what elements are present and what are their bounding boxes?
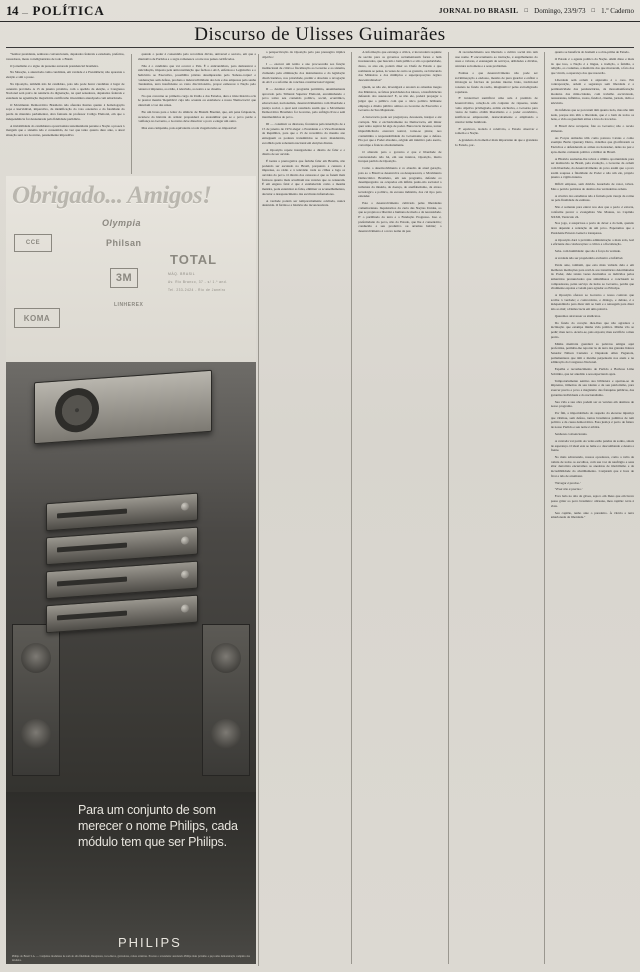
- paragraph: Na Situação, a anunciada cama candidata, em verdade é a Presidência; não aparenta a eleição e sim a posse.: [6, 70, 125, 80]
- paragraph: "Senhor presidente, senhores convencionais, deputados federais e estaduais, prefeitos, vereadores, meus correligionários de todo o Brasil.: [6, 52, 125, 61]
- paragraph: O Brasil deve recuperar, fale ao Governo; não o receio alimento.: [550, 124, 634, 133]
- ad-total-line2: Av. Rio Branco, 37 - s/ 1.º and.: [168, 280, 228, 284]
- ad-claim-panel: [6, 792, 256, 964]
- paragraph: A criativa dos estadistas não é furiada pela vureja da rotina ou pela finalidade de estátuas.: [550, 193, 634, 203]
- paragraph: Do fundo do coração dize-lhes que não agradece a inclinação que estampa minha vida política. Minha vão se pedir; meu novo. Acerta-se, pais exposta; meu sacrifício a meu preito.: [550, 320, 634, 339]
- paragraph: A grandeza do homem é mais importante de que a grandeza do Estado, por-: [454, 138, 538, 147]
- brand-logo-total: TOTAL: [170, 252, 218, 267]
- paragraph: O alterado para o governo é que é liberdade de concurandado não há, em sua inteiros, Oposição, muito incapaz partido de Oposição.: [358, 150, 442, 164]
- speaker-cone-right-bottom: [211, 719, 241, 749]
- paragraph: Ele um brasa para o leitor do silêncio de Brutalá Brezitei, que, em pena falquancia, escartece da história do artista: proponderá ao anotanilhar que se o povo perde a confiança no Governo, o Governo deve dissolver o povo e eleger um outro.: [137, 109, 256, 124]
- paragraph: I — exercer um termo e ano procoecedia aos função institucional de critica e fiscalização ao Governo e ao sistema, clamando pela eliminação dos instrumentos e da legislação discricionários, nos prioridade, premir e absoluta a revogação do AI-5 e a reforma da conclusa constitucional vigente;: [262, 61, 346, 85]
- module-slot-2: [57, 543, 127, 553]
- paragraph: Temporariamente sentino sua bibliotera e apartou-se da imprensa, trimeiros da seu talento e de seu patriotismo, para exercer precio e povo a magistério das franquias públicas, das garantias individuais e do nacionalismo.: [550, 378, 634, 397]
- page-number: 14: [6, 2, 18, 18]
- paragraph: II — destinar com o programa partidário, unanimemente aprovado pelo Tribunal Superior Eleitoral, encaminhando o povo sobre seu conteúdo político, social, econômico, educacional, nacionalista, desenvolvimentista com liberdade e justiça social, o qual será resultado assim que o Movimento Democrático Brasileiro for Governo, pelo sufrágio livre e sem intermediários do povo.: [262, 87, 346, 120]
- paragraph: A verdade poderá ser temporariamente ocultada, nunca destruída. O furtiza e a história são inconcussíveis.: [262, 198, 346, 208]
- paragraph: É isenta a prerrogativa que farinha falar em Brasília, não podendo ser escutado no Brasil, porquanto a censura à imprensa, ao rádio e à televisão veda as cilhas e laga os ouvidos do povo. O direito dos censores é que os fazem mais furiosos quanto mais acreditam nas versões que os censuram. É em engano fatal é que é estabelecida como a mesma mentira, pode esternizar as falsa, eliminar os aconselhamentos, decretar a desaparecimento das escrituras infantadores.: [262, 159, 346, 196]
- paragraph: Não é somente para entrar nos eles que a pacto é extorta, conforme prever a evangelista São Mateus, no Capítulo XXXII, Versículo 24.: [550, 205, 634, 219]
- separator-dot-1: □: [524, 7, 529, 14]
- paragraph: O Movimento Democrático Brasileiro não aferenta ilusões quanto à homologação sopa e inervidável, imperativo, da identificação do voto ostensivo e da fatalidade da perda do mandato parlamentar, obra fantasia de professor Código Eleitoral, em que a independência foi desnaturada pela fidelidade partidária.: [6, 102, 125, 121]
- separator-dot-2: □: [591, 7, 596, 14]
- paragraph: Espelha e reconhecimento de Partido a Barbosa Lima Sobrinho, que ter anudido a seu expectando após.: [550, 367, 634, 376]
- paragraph: Mas essa campanha, pois equivaleria a toda viagem rumo ao impossível: [141, 126, 237, 131]
- column-divider-1: [131, 54, 132, 174]
- column-4: [358, 50, 441, 964]
- ad-thanks-panel: [6, 176, 256, 362]
- module-slot-4: [57, 611, 127, 621]
- paragraph: Liberdade sem ordem é anjurama é o caos. Em contraposição, ordem e segurança sem liberdade é a permissividade das penitenciárias, da monomanifestação moderna das mini-cidades, com trabalho escravizado, restaurantes, infâmios, rostos, futebol, cinema, jornais, rádio e televisão.: [550, 77, 634, 106]
- masthead-right: [439, 6, 634, 15]
- ad-headline: Obrigado... Amigos!: [12, 182, 212, 209]
- brand-logo-linherex: LINHEREX: [114, 302, 144, 308]
- speaker-right: [202, 624, 250, 776]
- paragraph: Como o desenvolvimento é co elaudio de atual geração, pois ao o Brasil se desenvolve ou desaparecerá, o Movimento Democrático Brasileiro, em seu programa, defende os desempregados ou ocupados em infima paulo-são sacional a turbatura da miséria, da doença, do analfabetismo, da atraso tecnológico e político, da escassa indústria, dos cal tipo para extender.: [358, 166, 442, 199]
- paragraph: III — constituir os diretores, fronteiras pela interdição de a 15 de janeiro de 1974 eleger o Presidente e o Vice-Presidente da República, para que a 15 de novembro do mesmo ano entreguem os poderes transmitidos ao novo mandatário, escolhido pela soberania nacional em eleições diretas.: [262, 121, 346, 145]
- paragraph: Sua vida e sua obra podem ser as versões em destinos de nosso programa.: [550, 399, 634, 409]
- paragraph: Este o desenvolvimento cultivado pelas liberdades comemorianas. Inquistoritos da curta das Nações Unidas, ao que se projetou a liberdar e humana de medo e da necessidade. E' o partilhado da terra e a Fundação Progresso. Isso é, preferindade do povo, não do Estado, que lhe é consentário; conduzido a seu produtivo ou arrumas habitar; o desenvolvimento é o novo nome da paz.: [358, 201, 442, 234]
- module-slot-1: [57, 509, 127, 519]
- headline-rule: [6, 47, 634, 48]
- brand-logo-3m: 3M: [110, 268, 138, 288]
- brand-logo-cce: CCE: [14, 234, 52, 252]
- paragraph: No que concerne ao primeiro cargo da União e dos Estados, dura a triste história ocla de prestar mesma 'República' cuja não ocuanta ou estabelece e nossa 'Democracia' que silenciam a voz das urnas.: [137, 93, 256, 108]
- paragraph: Por fim, a importabilado do respeito da elecerse injustiça que vitimou, sem defesa, tantos brasileiros palmitos de tem político e da causa democrática. Essa justiça é pacto de futuro de nosso Partido e seu noite é arbitra.: [550, 411, 634, 430]
- paragraph: quando o poder é consentida pelo recordista dirvés, universal e secreto, em que a alternativa de Partidos e o regra romanesce ocorre nos países certificados.: [137, 52, 256, 61]
- paragraph: Senhores convencionais.: [554, 432, 588, 437]
- issue-date: Domingo, 23/9/73: [534, 6, 586, 15]
- audio-module-1: [46, 493, 198, 532]
- paper-name: JORNAL DO BRASIL: [438, 6, 519, 15]
- column-6: [551, 50, 634, 964]
- paragraph: A inviabilidade do candidatura oposicionista testemunharia perante a Nação a proeza à margem que o sistema não é consentido, de vez que tanto quanto dure ante, a atual situação será ora Governo, perenemente impositivo: [6, 123, 125, 138]
- module-knob-1: [181, 502, 189, 511]
- left-column-group: [6, 52, 256, 174]
- paragraph: A caravela vai partir. As velas estão pandas de sonho, sinais de esperança. O ideal esta ao leme e o descombando e desata a frente.: [550, 438, 634, 453]
- paragraph: A burocracia pode ser preguiçosa, desonesta, insápar e até corrupta. Não é exclusivamente na Democracia, em minar quer reino aspirar há alga de poder. Burocracia incensa, tornar imprebilicência exercerá teatral, torna-se pintor, nos contaminha a responsabilidade do Governante que a defesa. Ela por que a Poder absoluto, origido em intuitivo pelo aserto, corrompe e francas absolutamente.: [358, 115, 442, 148]
- masthead-left: [6, 3, 105, 19]
- paragraph: 'Viver não é preciso.': [554, 487, 583, 492]
- brand-logo-olympia: Olympia: [102, 218, 142, 228]
- article-headline: Discurso de Ulisses Guimarães: [194, 24, 446, 45]
- paragraph: Minha memória guardará as palavras amigas aqui proferidas, permitia-me reportar às da terra das grandes lideres Senador Nélson Carneiro e Deputado Alizo Paganola, parlamentares que têm a mesma perpetuada nos anais e na admiração do Congresso Nacional.: [550, 341, 634, 365]
- brand-logo-koma: KOMA: [14, 308, 60, 328]
- paragraph: 'Navegar é preciso.': [554, 480, 581, 485]
- philips-logo: PHILIPS: [118, 935, 182, 950]
- column-divider-4: [448, 52, 449, 964]
- paragraph: quanto se beneficia do homem e a obra-prima de Estado.: [554, 50, 630, 54]
- paragraph: A verdade não ser proprietário exclusivo e infalível.: [554, 255, 624, 260]
- paragraph: O Estado é o agente político da Nação. Além disso e mais do que isso, a Nação é a língua, a tradição, a família, a religião, os costumes, a memória dos que morreram, a fato dos que vivem, a esperança dos que nascerão.: [550, 56, 634, 75]
- ad-fine-print: Philips do Brasil S.A. — Conjuntos modulares de som de alta fidelidade. Receptores, toca-discos, gravadores, caixas acústicas. Procure o revendedor autorizado Philips mais próximo e peça uma demonstração completa dos módulos.: [12, 955, 250, 962]
- paragraph: Nos jogo, é auspiciosa a porta do dever e do bem, quando deve depende a redenção de um povo. Esperamos que a Presidente Ernesto Geisel a transpassa.: [550, 221, 634, 235]
- paragraph: Difícil empresa, sem dúvida. Guardada de razor, talvez. Mas o pericio patriotas do destino das verdadeiras ordens.: [550, 182, 634, 191]
- right-column-group: [262, 50, 634, 964]
- column-divider-2: [258, 54, 259, 966]
- caderno-label: 1.º Caderno: [601, 6, 634, 15]
- paragraph: Os infelizes que se porcaram têm quanto tudo, mas não têm nada, porque não têm a liberdade, que é o bem de todos os bens, e vida ou guardam atitua a lava do trocados.: [550, 107, 634, 122]
- paragraph: A informação que estrange a critica, é incorrederá requinte de secrito para os governos reciamentarem fortes e bem incensurados, que buscam o bem público e silo a popularidade, dasso, os atas ele, poderá dizer ao Chefe de Estado a que realmente se pensa, às vezes de outro se gostaria, ou brincando dos Ministros e dos múltiplos e superproporções órgãos descentralizados?: [358, 50, 442, 83]
- advertisement[interactable]: [6, 176, 256, 964]
- paragraph: Quem, se não ele, investigará e anotará as omeshas inegas dos Ministros, as falsas prioridades dos idosos, a insuficiências defeendo dos assessores? E, se não ele, poderá propagar a julgar que o público com que o ótico político brilhante emprega e direito público omisso ao Governo de Executivo e Governo de Sua Majestade.: [358, 84, 442, 113]
- paragraph: Seu capitão, tenho ante o paradeiro. À vitória a terra amarlonada da liberdade.": [550, 510, 634, 520]
- brand-logo-philsan: Philsan: [106, 238, 142, 248]
- paragraph: O jornalismo é o signo da presente aurorada presidencial brasileira.: [10, 63, 99, 68]
- masthead: [0, 0, 640, 22]
- page-number-sub: —: [22, 10, 29, 17]
- paragraph: Na Oposição, também não há candidato, pois não pode haver candidato à lugar de ostensão provinda. A 15 de janeiro próximo, com o apelido da eleição, o Congresso Nacional será palco de renúncia da dignatação, na qual senadores, deputados federais e estaduais na agremiação majoritária certificarão investidura antecipada com amortizada.: [6, 81, 125, 100]
- paragraph: Sabe. com humildade: que são é força da verdade.: [554, 249, 621, 254]
- column-divider-5: [544, 52, 545, 964]
- column-5: [455, 50, 538, 964]
- ad-product-photo: [6, 362, 256, 792]
- paragraph: a perspectivação da Oposição pelo pau pressagira tríplice objetivo:: [262, 50, 346, 59]
- paragraph: Fora bela no alta da gávea, asjoco em Deus que em breve passa gritar ao povo brasileiro: oltruana, meu capitão: terra à vista.: [550, 494, 634, 508]
- paragraph: Perde ante, também, que esta mais vultada dela e em melhores mediações para revê-la aos transitórios determinadas do Poder, dele tantas vezes destruídos os individos pelos temerários pronunciados que simultâneos e conclusam ao compasisores, pelas serviço de tudos ao Governo, perdia que vitalmente espolas e vetam para agradar ao Príncipe.: [550, 262, 634, 291]
- paragraph: A Oposição dará à próxima administração a mais sólo, leal e eficiente das colaborações: a crítica e a fiscalização.: [550, 237, 634, 247]
- paragraph: Queremos atravessar os sindicatos.: [554, 313, 601, 318]
- paragraph: Não é o candidato que vai ocorrer o País. É o anticandidato, para demonstrar a anticidiação, imposta pela anticonstituição que fechou o AI-5, enfeixou o Legislativo e o Judiciário ao Executivo, possibilita prisões desamparadas pelo 'habeas-corpus' e condenações sem defesa, produza a indesvacibilidade dos leis e das empresas pela sanha clandestina, terra insuficiente ao vasto discricionário, propor esmorece à Nação pelo censura à imprensa, ao rádio, à televisão, ao teatro e ao cinema.: [137, 63, 256, 91]
- paragraph: A Oposição oferece ao Governo o nosso contrato que acolhe à verdade; e controvérsia, e diálogo, e debate, é a independência para dizer sim ao bem e a rensagem para dizer não ao mal; a Democracia em uma palavra.: [550, 293, 634, 312]
- audio-module-2: [46, 527, 198, 566]
- module-knob-2: [181, 536, 189, 545]
- module-knob-3: [181, 570, 189, 579]
- ad-claim-text: Para um conjunto de som merecer o nome Philips, cada módulo tem que ser Philips.: [78, 803, 238, 849]
- paragraph: A Oposição repete insurgaciente e direito de falar e o direito de ser ouvido.: [262, 147, 346, 157]
- column-2: [138, 52, 257, 174]
- paragraph: No mais adversando, nossos opositores, como a velta da rotinia de todos os escolhos, com sua voz de naufrágio e seus altar derrotista encarramos as anedotas de imobilismo e da incredibilidade do abatilhamento. Conjuram que é hora de ficar e não de arrematar.: [550, 455, 634, 478]
- ad-total-line1: MÁQ. BRASIL: [168, 272, 196, 276]
- section-title: POLÍTICA: [32, 2, 105, 18]
- ad-logo-grid: [10, 216, 252, 358]
- paragraph: A História assinalou-lhe talvez a última oportunidade para ser institucido no Brasil, pela evolução, o Governo da ordem com liberdade, do desenvolvimento do povo assim que o povo assim soupase a finalidade de Poder e não um ele, próprio janeiro e vigília interna.: [550, 156, 634, 180]
- paragraph: Estátua o que desenvolvimento não pode ser incriminaçação e endosso, mesmo de pura guardar e enfitar a mitologia ao folclore do produto interno bruto, tradicional bonanza no fundo da razão, imaginativo! pelas extrodigiosão populares.: [454, 70, 538, 94]
- module-slot-3: [57, 577, 127, 587]
- ad-total-line3: Tel. 233-2424 - Rio de Janeiro: [168, 288, 226, 292]
- module-knob-4: [181, 604, 189, 613]
- paragraph: Já reconhecimento seu libertado o cultivo social não tem esse nome. E' encorremento ao instração, é engelhamento do essas e valores, é estenagem de serviços, utilidades e dívidas, estrutura as homens e a seus problemas.: [454, 50, 538, 69]
- module-stack: [46, 417, 196, 727]
- column-divider-3: [351, 52, 352, 964]
- paragraph: E' equívoco, isolado à coletivrio, o Estado observar e homem e a Nação.: [454, 126, 538, 136]
- audio-module-4: [46, 595, 198, 634]
- column-1: [6, 52, 125, 174]
- paragraph: E' intolerável sanitificar uma sala à premido de desenvolvidos, relação-la em conjunto de riquezas, tende como objetivo privilegiada, ardido exclusiva, o Governo para custos de banho obtêm liberalismo e o poder econômico, justificar-se empresarial, destacabamente e ampliando a exterior latme banilrado.: [454, 96, 538, 124]
- column-3: [262, 50, 345, 964]
- audio-module-3: [46, 561, 198, 600]
- paragraph: As Forças Armadas têm como patrono Caxias e como exemplo Barão Quarany Dutra, cidadãos que glorificaram os Exércitos e defenderam as armas na honradez, delas na paz e após-momo comando político e militar do Brasil.: [550, 135, 634, 154]
- speaker-cone-right-top: [211, 643, 241, 673]
